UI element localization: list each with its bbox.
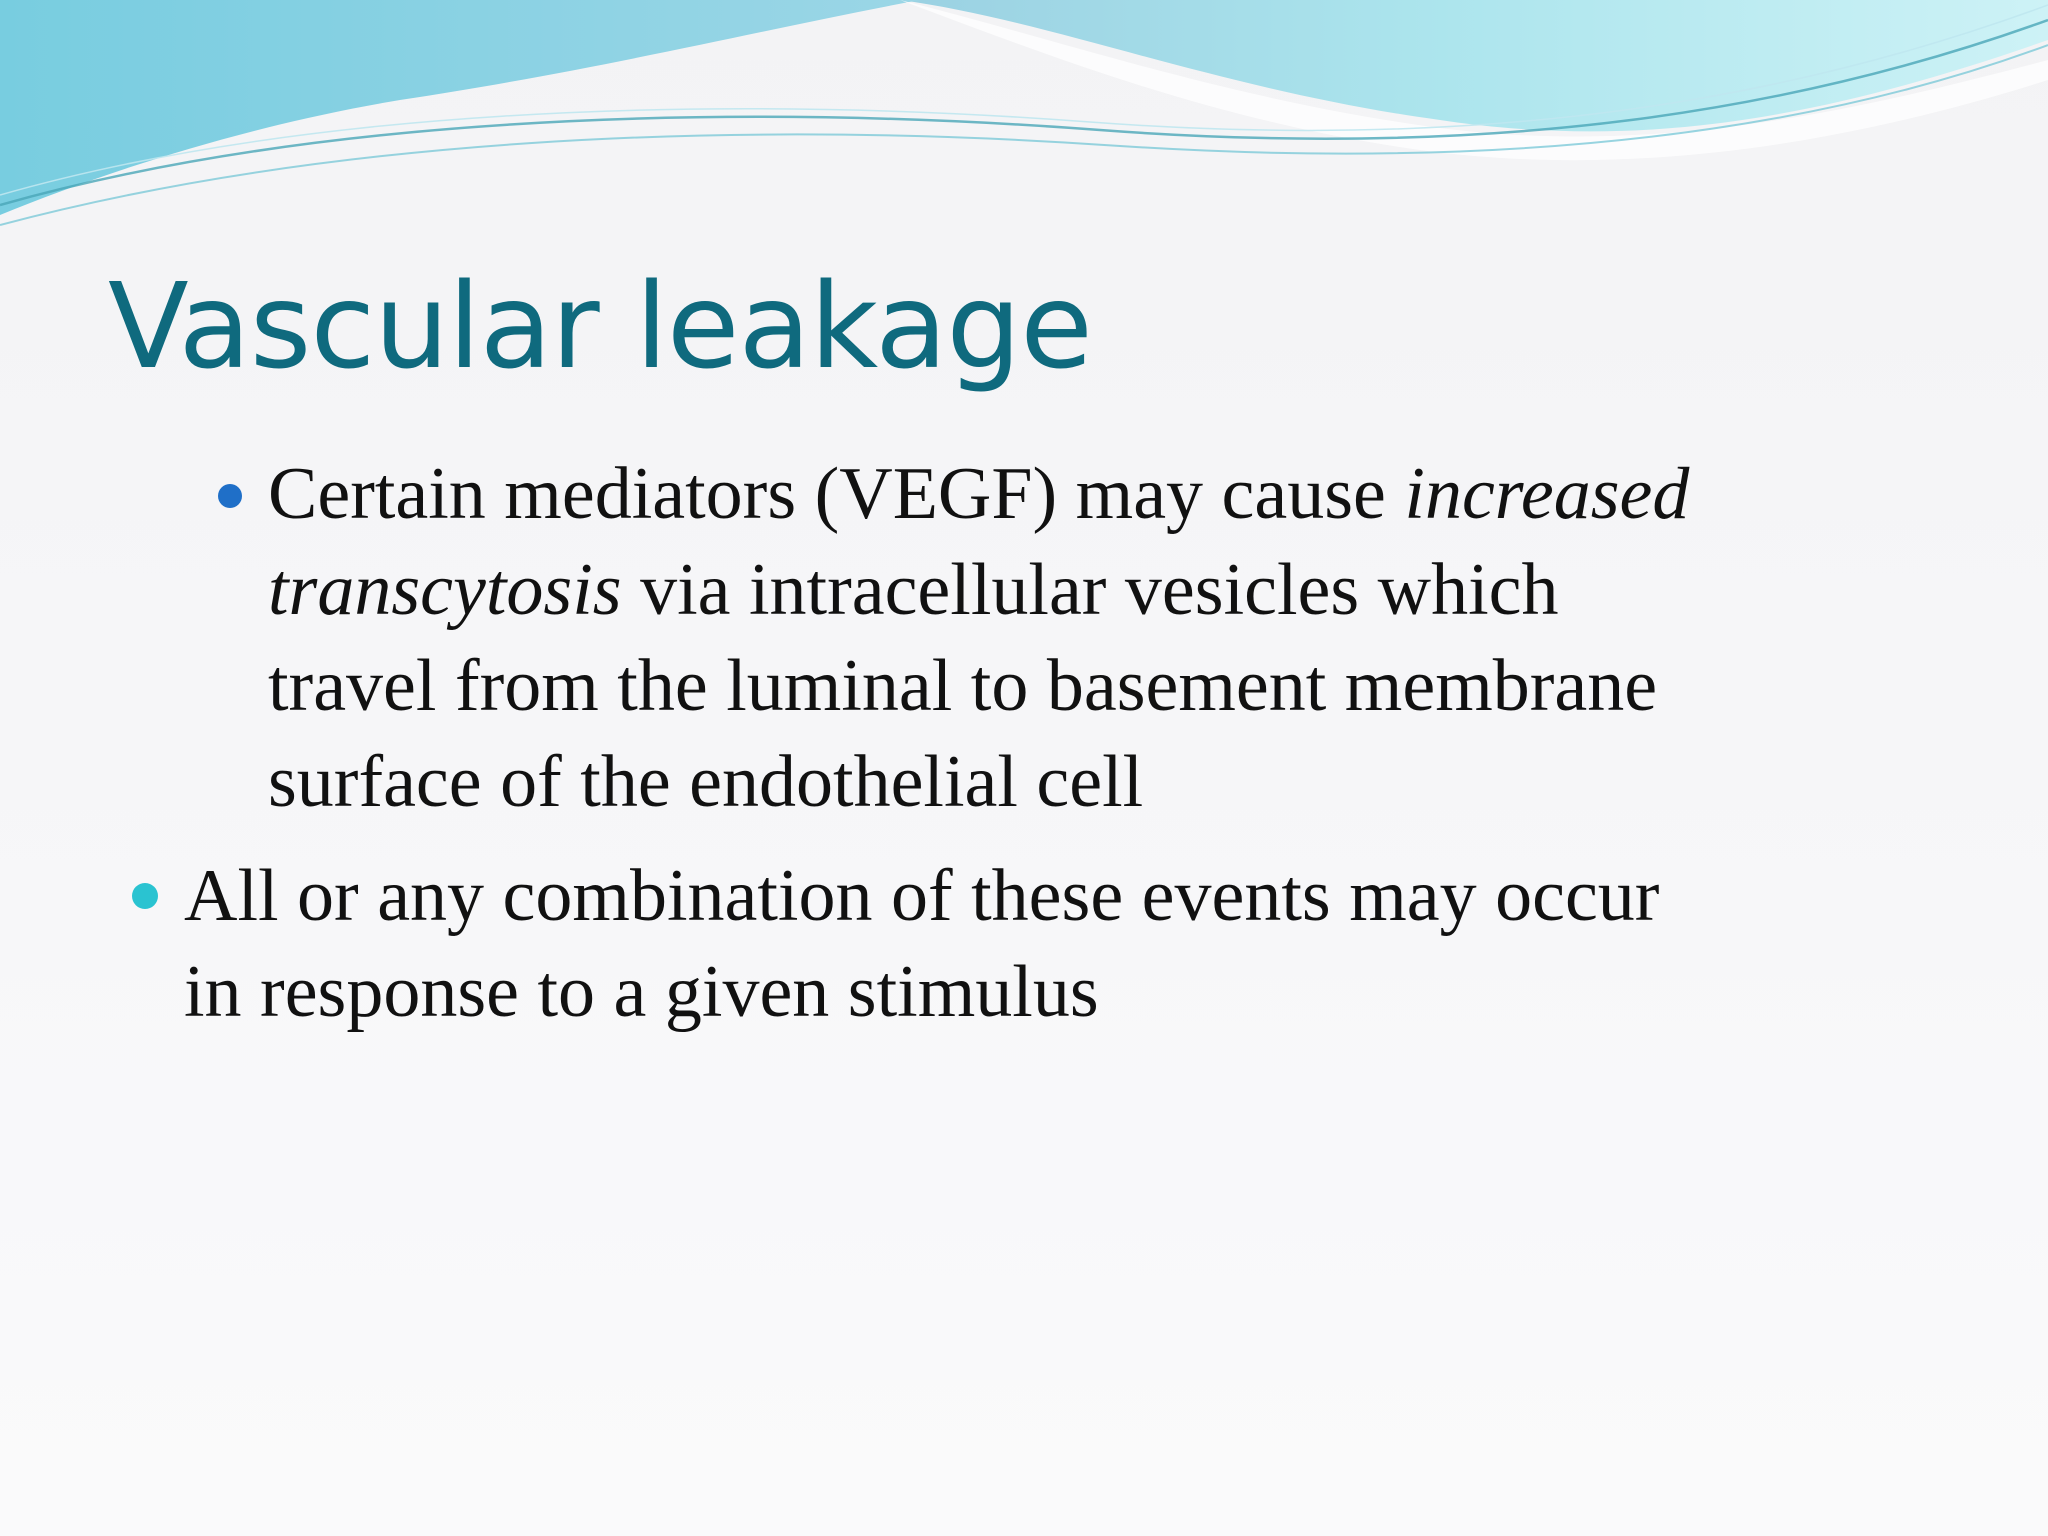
bullet-item-transcytosis — [268, 446, 1689, 830]
bullet-level2-icon — [218, 484, 242, 508]
bullet-item-combination — [184, 848, 1659, 1040]
bullet-level1-icon — [132, 883, 158, 909]
bullet-line: Certain mediators (VEGF) may cause increased — [268, 453, 1690, 535]
header-wave-decoration — [0, 0, 2048, 240]
bullet-line: transcytosis via intracellular vesicles which — [268, 549, 1559, 631]
bullet-line: travel from the luminal to basement membrane — [268, 645, 1658, 727]
bullet-line: surface of the endothelial cell — [268, 741, 1144, 823]
bullet-line: in response to a given stimulus — [184, 951, 1099, 1033]
bullet-line: All or any combination of these events may occur — [184, 855, 1660, 937]
slide-title: Vascular leakage — [108, 257, 1092, 395]
wave-left — [0, 0, 920, 215]
